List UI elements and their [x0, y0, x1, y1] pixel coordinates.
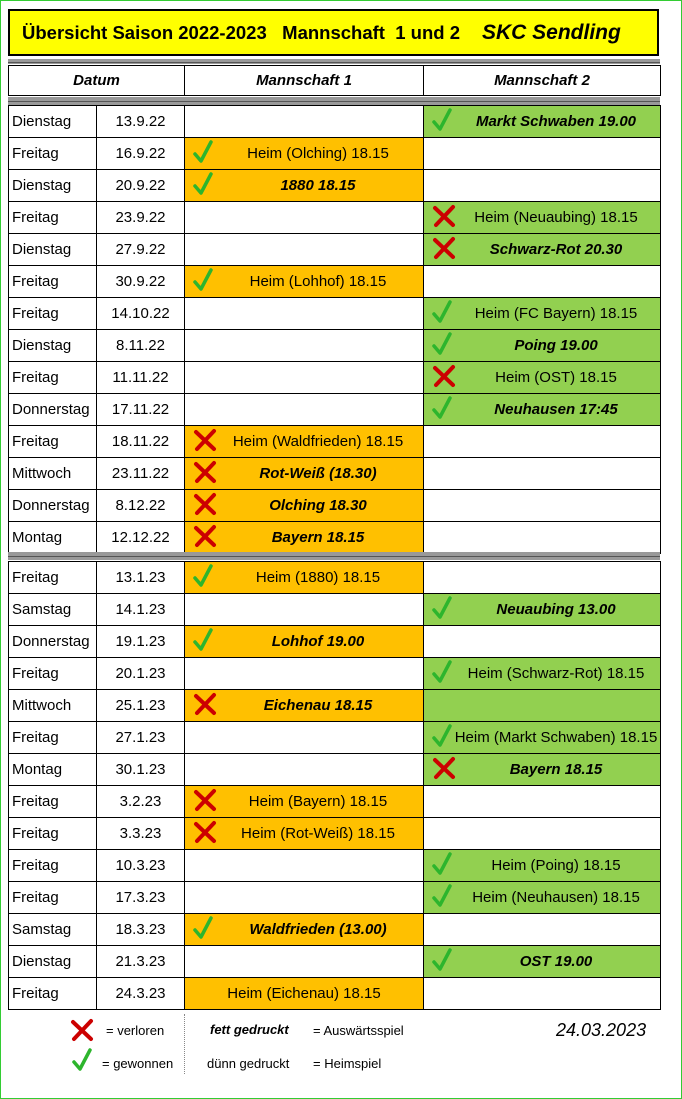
game-text: Heim (Bayern) 18.15 — [248, 793, 388, 810]
check-icon — [193, 140, 213, 164]
team2-cell — [424, 658, 661, 690]
date-cell: 3.3.23 — [97, 818, 185, 850]
check-icon — [193, 268, 213, 292]
team2-cell — [424, 298, 661, 330]
check-icon — [432, 724, 452, 748]
game-text: Poing 19.00 — [514, 337, 598, 354]
check-icon — [432, 300, 452, 324]
date-cell: 20.9.22 — [97, 170, 185, 202]
table-row — [9, 266, 661, 298]
date-cell: 16.9.22 — [97, 138, 185, 170]
game-text: Bayern 18.15 — [509, 761, 603, 778]
team2-cell — [424, 490, 661, 522]
legend-lost: = verloren — [106, 1023, 165, 1038]
table-row — [9, 786, 661, 818]
weekday-cell: Donnerstag — [9, 394, 97, 426]
game-text: Heim (1880) 18.15 — [255, 569, 381, 586]
date-cell: 23.9.22 — [97, 202, 185, 234]
check-icon — [193, 916, 213, 940]
game-text: Markt Schwaben 19.00 — [475, 113, 637, 130]
game-text: Bayern 18.15 — [271, 529, 365, 546]
team2-cell — [424, 458, 661, 490]
weekday-cell: Samstag — [9, 914, 97, 946]
team2-cell — [424, 786, 661, 818]
legend-bold-meaning: = Auswärtsspiel — [313, 1023, 404, 1038]
check-icon — [432, 660, 452, 684]
date-cell: 3.2.23 — [97, 786, 185, 818]
game-text: Neuaubing 13.00 — [496, 601, 616, 618]
date-cell: 10.3.23 — [97, 850, 185, 882]
table-row — [9, 490, 661, 522]
weekday-cell: Freitag — [9, 882, 97, 914]
weekday-cell: Samstag — [9, 594, 97, 626]
weekday-cell: Freitag — [9, 266, 97, 298]
table-row — [9, 426, 661, 458]
game-text: Heim (Eichenau) 18.15 — [227, 985, 381, 1002]
game-text: Heim (OST) 18.15 — [495, 369, 617, 386]
team1-cell — [185, 818, 424, 850]
table-row — [9, 330, 661, 362]
date-cell: 24.3.23 — [97, 978, 185, 1010]
check-icon — [432, 884, 452, 908]
weekday-cell: Freitag — [9, 850, 97, 882]
legend-bold-label: fett gedruckt — [210, 1022, 289, 1037]
table-row — [9, 362, 661, 394]
schedule-table-2023 — [8, 561, 661, 1010]
team1-cell — [185, 722, 424, 754]
team1-cell — [185, 850, 424, 882]
cross-icon — [193, 692, 217, 716]
table-row — [9, 170, 661, 202]
game-text: Heim (Olching) 18.15 — [247, 145, 389, 162]
table-row — [9, 594, 661, 626]
team1-cell — [185, 914, 424, 946]
team1-cell — [185, 754, 424, 786]
weekday-cell: Freitag — [9, 202, 97, 234]
date-cell: 30.9.22 — [97, 266, 185, 298]
check-icon — [432, 596, 452, 620]
team1-cell — [185, 298, 424, 330]
cross-icon — [432, 236, 456, 260]
date-cell: 8.12.22 — [97, 490, 185, 522]
team1-cell — [185, 978, 424, 1010]
check-icon — [432, 332, 452, 356]
date-cell: 14.10.22 — [97, 298, 185, 330]
cross-icon — [193, 460, 217, 484]
team1-cell — [185, 658, 424, 690]
game-text: Heim (Lohhof) 18.15 — [249, 273, 387, 290]
team2-cell — [424, 914, 661, 946]
table-row — [9, 234, 661, 266]
team1-cell — [185, 266, 424, 298]
team2-cell — [424, 946, 661, 978]
weekday-cell: Donnerstag — [9, 490, 97, 522]
date-cell: 23.11.22 — [97, 458, 185, 490]
cross-icon — [193, 428, 217, 452]
legend-thin-label: dünn gedruckt — [207, 1056, 290, 1071]
game-text: Heim (Waldfrieden) 18.15 — [232, 433, 404, 450]
cross-icon — [193, 524, 217, 548]
game-text: Heim (Neuhausen) 18.15 — [472, 889, 640, 906]
separator-year — [8, 552, 660, 560]
weekday-cell: Freitag — [9, 138, 97, 170]
table-row — [9, 722, 661, 754]
weekday-cell: Freitag — [9, 818, 97, 850]
weekday-cell: Freitag — [9, 786, 97, 818]
date-cell: 25.1.23 — [97, 690, 185, 722]
weekday-cell: Freitag — [9, 298, 97, 330]
weekday-cell: Freitag — [9, 562, 97, 594]
cross-icon — [432, 364, 456, 388]
check-icon — [432, 108, 452, 132]
team2-cell — [424, 818, 661, 850]
team2-cell — [424, 690, 661, 722]
weekday-cell: Mittwoch — [9, 690, 97, 722]
weekday-cell: Donnerstag — [9, 626, 97, 658]
date-cell: 20.1.23 — [97, 658, 185, 690]
table-row — [9, 394, 661, 426]
check-icon — [432, 396, 452, 420]
team1-cell — [185, 138, 424, 170]
date-cell: 14.1.23 — [97, 594, 185, 626]
table-row — [9, 458, 661, 490]
date-cell: 18.3.23 — [97, 914, 185, 946]
table-row — [9, 754, 661, 786]
team1-cell — [185, 362, 424, 394]
table-row — [9, 690, 661, 722]
team1-cell — [185, 522, 424, 554]
game-text: Rot-Weiß (18.30) — [259, 465, 377, 482]
weekday-cell: Freitag — [9, 978, 97, 1010]
team1-cell — [185, 234, 424, 266]
date-cell: 27.9.22 — [97, 234, 185, 266]
team1-cell — [185, 490, 424, 522]
table-row — [9, 658, 661, 690]
team2-cell — [424, 202, 661, 234]
team2-cell — [424, 234, 661, 266]
weekday-cell: Dienstag — [9, 106, 97, 138]
team1-cell — [185, 426, 424, 458]
check-icon — [193, 628, 213, 652]
team2-cell — [424, 626, 661, 658]
team1-cell — [185, 202, 424, 234]
team2-cell — [424, 106, 661, 138]
table-row — [9, 914, 661, 946]
team1-cell — [185, 458, 424, 490]
weekday-cell: Freitag — [9, 426, 97, 458]
team2-cell — [424, 754, 661, 786]
date-cell: 30.1.23 — [97, 754, 185, 786]
table-row — [9, 562, 661, 594]
legend-thin-meaning: = Heimspiel — [313, 1056, 382, 1071]
table-row — [9, 946, 661, 978]
title-bar — [8, 9, 659, 56]
legend-date: 24.03.2023 — [556, 1020, 647, 1040]
schedule-table-2022 — [8, 105, 661, 554]
date-cell: 18.11.22 — [97, 426, 185, 458]
team1-cell — [185, 330, 424, 362]
team2-cell — [424, 882, 661, 914]
game-text: Heim (Markt Schwaben) 18.15 — [454, 729, 658, 746]
header-team2: Mannschaft 2 — [424, 66, 661, 96]
cross-icon — [193, 788, 217, 812]
check-icon — [193, 172, 213, 196]
date-cell: 8.11.22 — [97, 330, 185, 362]
date-cell: 11.11.22 — [97, 362, 185, 394]
legend-divider — [184, 1014, 185, 1074]
game-text: Lohhof 19.00 — [271, 633, 365, 650]
team1-cell — [185, 562, 424, 594]
cross-icon — [432, 756, 456, 780]
game-text: Waldfrieden (13.00) — [249, 921, 387, 938]
weekday-cell: Dienstag — [9, 234, 97, 266]
game-text: OST 19.00 — [519, 953, 593, 970]
cross-icon — [193, 820, 217, 844]
date-cell: 17.3.23 — [97, 882, 185, 914]
legend — [0, 1012, 682, 1092]
game-text: Olching 18.30 — [269, 497, 367, 514]
date-cell: 13.9.22 — [97, 106, 185, 138]
team2-cell — [424, 426, 661, 458]
table-row — [9, 850, 661, 882]
game-text: Heim (Neuaubing) 18.15 — [474, 209, 638, 226]
team1-cell — [185, 106, 424, 138]
table-row — [9, 298, 661, 330]
team2-cell — [424, 722, 661, 754]
weekday-cell: Dienstag — [9, 946, 97, 978]
check-icon — [432, 852, 452, 876]
table-row — [9, 106, 661, 138]
game-text: Heim (Rot-Weiß) 18.15 — [241, 825, 395, 842]
header-team1: Mannschaft 1 — [185, 66, 424, 96]
team2-cell — [424, 170, 661, 202]
weekday-cell: Freitag — [9, 362, 97, 394]
table-row — [9, 626, 661, 658]
team1-cell — [185, 626, 424, 658]
page-title: Übersicht Saison 2022-2023 Mannschaft 1 und 2 — [22, 21, 460, 43]
legend-won: = gewonnen — [102, 1056, 174, 1071]
table-row — [9, 202, 661, 234]
date-cell: 19.1.23 — [97, 626, 185, 658]
team1-cell — [185, 786, 424, 818]
team1-cell — [185, 946, 424, 978]
team2-cell — [424, 138, 661, 170]
weekday-cell: Dienstag — [9, 170, 97, 202]
cross-icon — [193, 492, 217, 516]
date-cell: 27.1.23 — [97, 722, 185, 754]
weekday-cell: Montag — [9, 754, 97, 786]
separator-top — [8, 59, 660, 64]
team1-cell — [185, 394, 424, 426]
check-icon — [432, 948, 452, 972]
team1-cell — [185, 594, 424, 626]
team1-cell — [185, 690, 424, 722]
check-icon — [193, 564, 213, 588]
weekday-cell: Freitag — [9, 722, 97, 754]
team1-cell — [185, 170, 424, 202]
weekday-cell: Montag — [9, 522, 97, 554]
game-text: Heim (Schwarz-Rot) 18.15 — [467, 665, 645, 682]
weekday-cell: Mittwoch — [9, 458, 97, 490]
table-row — [9, 522, 661, 554]
cross-icon — [432, 204, 456, 228]
table-row — [9, 818, 661, 850]
table-row — [9, 978, 661, 1010]
date-cell: 21.3.23 — [97, 946, 185, 978]
date-cell: 17.11.22 — [97, 394, 185, 426]
team2-cell — [424, 522, 661, 554]
team2-cell — [424, 362, 661, 394]
weekday-cell: Freitag — [9, 658, 97, 690]
separator-header — [8, 97, 660, 105]
game-text: Heim (FC Bayern) 18.15 — [474, 305, 638, 322]
game-text: Heim (Poing) 18.15 — [491, 857, 621, 874]
header-datum: Datum — [9, 66, 185, 96]
team2-cell — [424, 330, 661, 362]
team2-cell — [424, 394, 661, 426]
game-text: 1880 18.15 — [280, 177, 356, 194]
team2-cell — [424, 266, 661, 298]
team2-cell — [424, 850, 661, 882]
team2-cell — [424, 978, 661, 1010]
game-text: Eichenau 18.15 — [263, 697, 373, 714]
header-table — [8, 65, 661, 96]
team2-cell — [424, 562, 661, 594]
weekday-cell: Dienstag — [9, 330, 97, 362]
game-text: Neuhausen 17:45 — [494, 401, 618, 418]
table-row — [9, 138, 661, 170]
date-cell: 12.12.22 — [97, 522, 185, 554]
check-icon — [72, 1048, 92, 1072]
club-name: SKC Sendling — [481, 20, 621, 44]
date-cell: 13.1.23 — [97, 562, 185, 594]
team2-cell — [424, 594, 661, 626]
game-text: Schwarz-Rot 20.30 — [489, 241, 623, 258]
table-row — [9, 882, 661, 914]
team1-cell — [185, 882, 424, 914]
cross-icon — [70, 1018, 94, 1042]
